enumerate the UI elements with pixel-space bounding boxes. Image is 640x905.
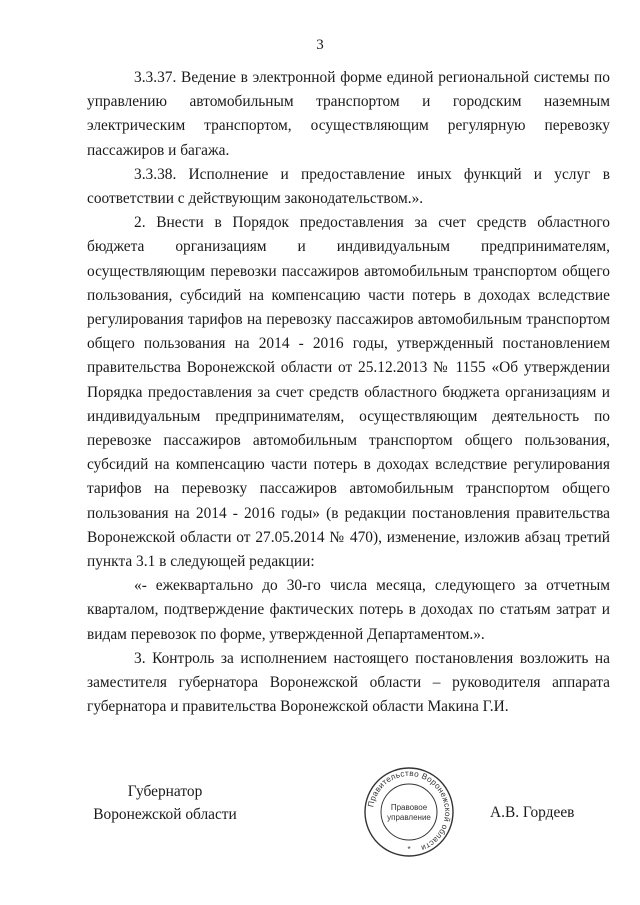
stamp-inner-line2: управление [387, 813, 431, 822]
document-body [87, 66, 610, 719]
page-number: 3 [316, 37, 324, 53]
stamp-star-icon: * [407, 845, 411, 854]
signer-position [90, 780, 240, 826]
paragraph-quote: «- ежеквартально до 30-го числа месяца, следующего за отчетным кварталом, подтверждение фактических потерь в доходах по статьям затрат и видам перевозок по форме, утвержденной Департаментом.». [87, 577, 610, 643]
paragraph-3-3-38: 3.3.38. Исполнение и предоставление иных функций и услуг в соответствии с действующим законодательством.». [87, 165, 610, 208]
signer-name: А.В. Гордеев [490, 804, 575, 821]
signer-position-line2: Воронежской области [93, 806, 237, 823]
paragraph-item-2: 2. Внести в Порядок предоставления за счет средств областного бюджета организациям и индивидуальным предпринимателям, осуществляющим перевозки пассажиров автомобильным транспортом общего пользования, субсидий на компенсацию части потерь в доходах вследствие регулирования тарифов на перевозку пассажиров автомобильным транспортом общего пользования на 2014 - 2016 годы, утвержденный постановлением правительства Воронежской области от 25.12.2013 № 1155 «Об утверждении Порядка предоставления за счет средств областного бюджета организациям и индивидуальным предпринимателям, осуществляющим деятельность по перевозке пассажиров автомобильным транспортом общего пользования, субсидий на компенсацию части потерь в доходах вследствие регулирования тарифов на перевозку пассажиров автомобильным транспортом общего пользования на 2014 - 2016 годы» (в редакции постановления правительства Воронежской области от 27.05.2014 № 470), изменение, изложив абзац третий пункта 3.1 в следующей редакции: [87, 214, 610, 571]
paragraph-3-3-37: 3.3.37. Ведение в электронной форме единой региональной системы по управлению автомобильным транспортом и городским наземным электрическим транспортом, осуществляющим регулярную перевозку пассажиров и багажа. [87, 69, 610, 159]
paragraph-item-3: 3. Контроль за исполнением настоящего постановления возложить на заместителя губернатора Воронежской области – руководителя аппарата губернатора и правительства Воронежской области Макина Г.И. [87, 649, 610, 716]
signature-block [0, 768, 640, 880]
signer-position-line1: Губернатор [127, 783, 203, 800]
stamp-inner-line1: Правовое [390, 803, 428, 812]
stamp-outer-text: Правительство Воронежской области [366, 768, 453, 853]
official-stamp [363, 766, 455, 858]
